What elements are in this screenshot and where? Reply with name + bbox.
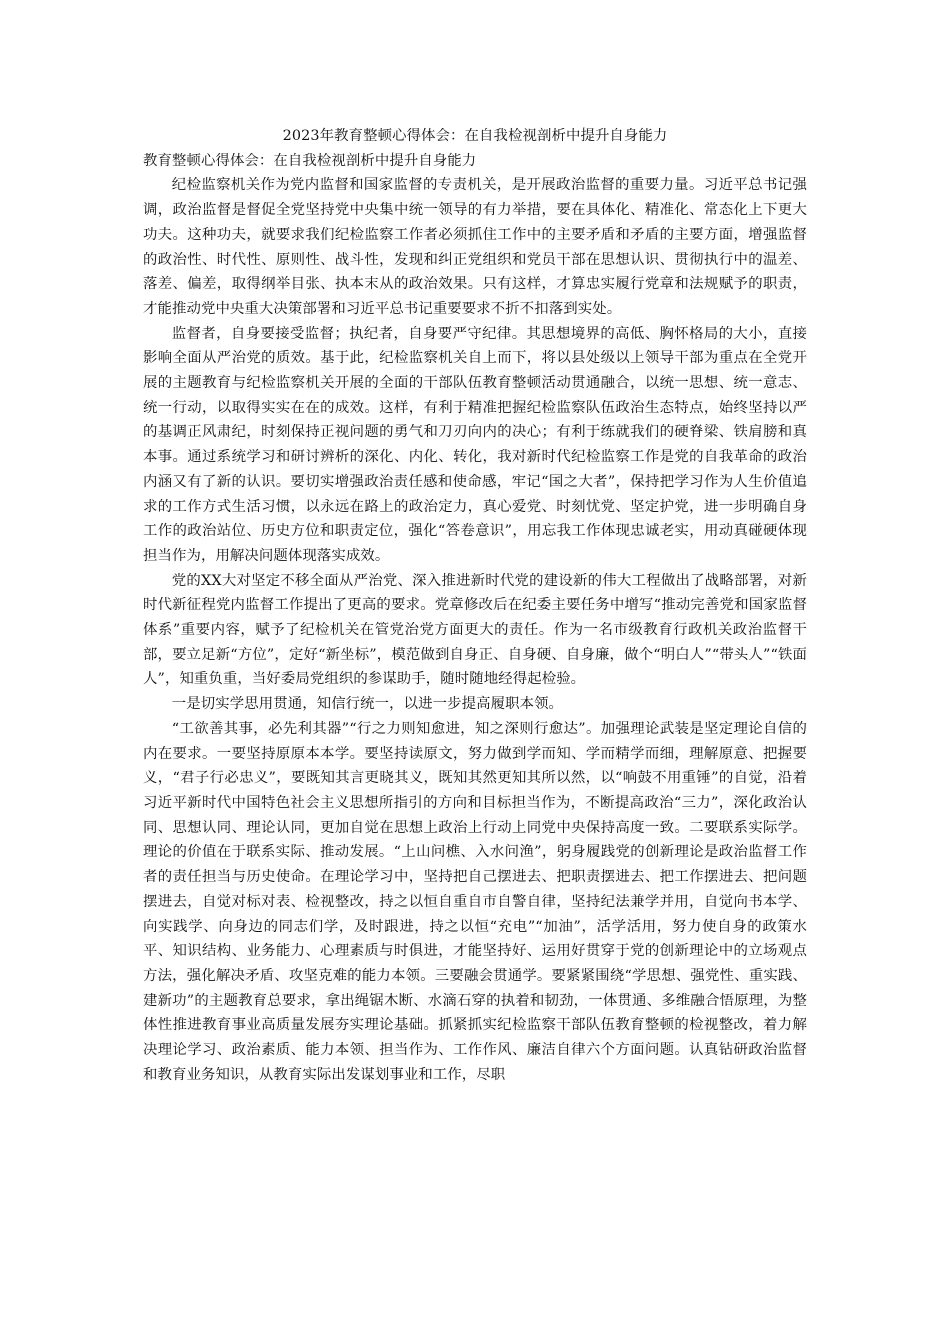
paragraph-4-heading: 一是切实学思用贯通，知信行统一，以进一步提高履职本领。 bbox=[171, 696, 564, 713]
document-page bbox=[143, 124, 807, 1087]
paragraph-3: 党的XX大对坚定不移全面从严治党、深入推进新时代党的建设新的伟大工程做出了战略部署，对新时代新征程党内监督工作提出了更高的要求。党章修改后在纪委主要任务中增写“推动完善党和国家监督体系”重要内容，赋予了纪检机关在管党治党方面更大的责任。作为一名市级教育行政机关政治监督干部，要立足新“方位”，定好“新坐标”，模范做到自身正、自身硬、自身廉，做个“明白人”“带头人”“铁面人”，知重负重，当好委局党组织的参谋助手，随时随地经得起检验。 bbox=[143, 572, 807, 688]
document-title: 2023年教育整顿心得体会：在自我检视剖析中提升自身能力 bbox=[282, 128, 668, 144]
paragraph-2: 监督者，自身要接受监督；执纪者，自身要严守纪律。其思想境界的高低、胸怀格局的大小，直接影响全面从严治党的质效。基于此，纪检监察机关自上而下，将以县处级以上领导干部为重点在全党开展的主题教育与纪检监察机关开展的全面的干部队伍教育整顿活动贯通融合，以统一思想、统一意志、统一行动，以取得实实在在的成效。这样，有利于精准把握纪检监察队伍政治生态特点，始终坚持以严的基调正风肃纪，时刻保持正视问题的勇气和刀刃向内的决心；有利于练就我们的硬脊梁、铁肩膀和真本事。通过系统学习和研讨辨析的深化、内化、转化，我对新时代纪检监察工作是党的自我革命的政治内涵又有了新的认识。要切实增强政治责任感和使命感，牢记“国之大者”，保持把学习作为人生价值追求的工作方式生活习惯，以永远在路上的政治定力，真心爱党、时刻忧党、坚定护党，进一步明确自身工作的政治站位、历史方位和职责定位，强化“答卷意识”，用忘我工作体现忠诚老实，用动真碰硬体现担当作为，用解决问题体现落实成效。 bbox=[143, 325, 807, 564]
paragraph-1: 纪检监察机关作为党内监督和国家监督的专责机关，是开展政治监督的重要力量。习近平总书记强调，政治监督是督促全党坚持党中央集中统一领导的有力举措，要在具体化、精准化、常态化上下更大功夫。这种功夫，就要求我们纪检监察工作者必须抓住工作中的主要矛盾和矛盾的主要方面，增强监督的政治性、时代性、原则性、战斗性，发现和纠正党组织和党员干部在思想认识、贯彻执行中的温差、落差、偏差，取得纲举目张、执本末从的政治效果。只有这样，才算忠实履行党章和法规赋予的职责，才能推动党中央重大决策部署和习近平总书记重要要求不折不扣落到实处。 bbox=[143, 177, 807, 317]
document-subtitle: 教育整顿心得体会：在自我检视剖析中提升自身能力 bbox=[143, 152, 477, 169]
paragraph-5: “工欲善其事，必先利其器”“行之力则知愈进，知之深则行愈达”。加强理论武装是坚定理论自信的内在要求。一要坚持原原本本学。要坚持读原文，努力做到学而知、学而精学而细，理解原意、把握要义，“君子行必忠义”，要既知其言更晓其义，既知其然更知其所以然，以“响鼓不用重锤”的自觉，沿着习近平新时代中国特色社会主义思想所指引的方向和目标担当作为，不断提高政治“三力”，深化政治认同、思想认同、理论认同，更加自觉在思想上政治上行动上同党中央保持高度一致。二要联系实际学。理论的价值在于联系实际、推动发展。“上山问樵、入水问渔”，躬身履践党的创新理论是政治监督工作者的责任担当与历史使命。在理论学习中，坚持把自己摆进去、把职责摆进去、把工作摆进去、把问题摆进去，自觉对标对表、检视整改，持之以恒自重自市自警自律，坚持纪法兼学并用，自觉向书本学、向实践学、向身边的同志们学，及时跟进，持之以恒“充电”“加油”，活学活用，努力使自身的政策水平、知识结构、业务能力、心理素质与时俱进，才能坚持好、运用好贯穿于党的创新理论中的立场观点方法，强化解决矛盾、攻坚克难的能力本领。三要融会贯通学。要紧紧围绕“学思想、强党性、重实践、建新功”的主题教育总要求，拿出绳锯木断、水滴石穿的执着和韧劲，一体贯通、多维融合悟原理，为整体性推进教育事业高质量发展夯实理论基础。抓紧抓实纪检监察干部队伍教育整顿的检视整改，着力解决理论学习、政治素质、能力本领、担当作为、工作作风、廉洁自律六个方面问题。认真钻研政治监督和教育业务知识，从教育实际出发谋划事业和工作，尽职 bbox=[143, 720, 807, 1083]
